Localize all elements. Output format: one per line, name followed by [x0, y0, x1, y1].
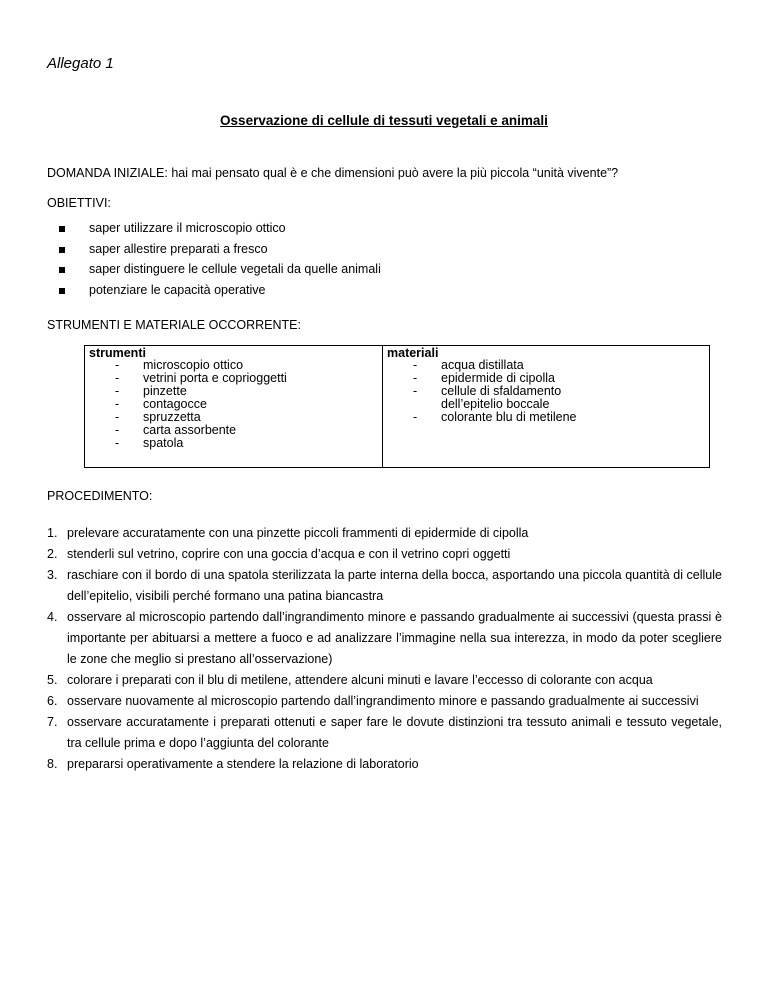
list-item: - pinzette: [115, 384, 187, 398]
procedure-step: 5. colorare i preparati con il blu di metilene, attendere alcuni minuti e lavare l’eccesso di colorante con acqua: [47, 673, 653, 687]
instruments-list: [89, 359, 379, 450]
procedure-list: [47, 523, 722, 775]
instruments-materials-heading: STRUMENTI E MATERIALE OCCORRENTE:: [47, 318, 301, 332]
list-item: saper allestire preparati a fresco: [47, 242, 381, 263]
list-item: - acqua distillata: [413, 358, 524, 372]
list-item: saper utilizzare il microscopio ottico: [47, 221, 381, 242]
procedure-step: 2. stenderli sul vetrino, coprire con una goccia d’acqua e con il vetrino copri oggetti: [47, 547, 511, 561]
procedure-step: 6. osservare nuovamente al microscopio partendo dall’ingrandimento minore e passando gradualmente ai successivi: [47, 694, 699, 708]
procedure-step: 3. raschiare con il bordo di una spatola sterilizzata la parte interna della bocca, asportando una piccola quantità di cellule dell’epitelio, visibili perché formano una patina biancastra: [47, 568, 722, 603]
list-item: potenziare le capacità operative: [47, 283, 381, 304]
procedure-step: 4. osservare al microscopio partendo dall’ingrandimento minore e passando gradualmente ai successivi (questa prassi è importante per abituarsi a mettere a fuoco e ad analizzare l’immagine nella sua interezza, in modo da poter scegliere le zone che meglio si prestano all’osservazione): [47, 610, 722, 666]
attachment-label: Allegato 1: [47, 55, 114, 72]
materials-cell: [383, 346, 710, 468]
list-item: saper distinguere le cellule vegetali da quelle animali: [47, 262, 381, 283]
bullet-square-icon: [59, 267, 65, 273]
procedure-step: 8. prepararsi operativamente a stendere la relazione di laboratorio: [47, 757, 419, 771]
procedure-heading: PROCEDIMENTO:: [47, 489, 153, 503]
list-item: - epidermide di cipolla: [413, 371, 555, 385]
list-item: - colorante blu di metilene: [413, 410, 577, 424]
instruments-header: strumenti: [89, 346, 146, 360]
procedure-step: 1. prelevare accuratamente con una pinzette piccoli frammenti di epidermide di cipolla: [47, 526, 529, 540]
procedure-step: 7. osservare accuratamente i preparati ottenuti e saper fare le dovute distinzioni tra tessuto animali e tessuto vegetale, tra cellule prima e dopo l’aggiunta del colorante: [47, 715, 722, 750]
bullet-square-icon: [59, 288, 65, 294]
list-item: - carta assorbente: [115, 423, 237, 437]
list-item: - vetrini porta e coprioggetti: [115, 371, 287, 385]
objectives-heading: OBIETTIVI:: [47, 196, 111, 210]
list-item: - cellule di sfaldamento dell’epitelio boccale: [413, 384, 562, 411]
bullet-square-icon: [59, 247, 65, 253]
initial-question: DOMANDA INIZIALE: hai mai pensato qual è e che dimensioni può avere la più piccola “unità vivente”?: [47, 166, 619, 180]
list-item: - spatola: [115, 436, 184, 450]
materials-header: materiali: [387, 346, 439, 360]
list-item: - spruzzetta: [115, 410, 201, 424]
document-title: Osservazione di cellule di tessuti vegetali e animali: [220, 113, 548, 128]
instruments-cell: [85, 346, 383, 468]
materials-list: [387, 359, 617, 424]
objectives-list: [47, 221, 381, 303]
bullet-square-icon: [59, 226, 65, 232]
list-item: - microscopio ottico: [115, 358, 244, 372]
list-item: - contagocce: [115, 397, 207, 411]
instruments-materials-table: [84, 345, 710, 468]
